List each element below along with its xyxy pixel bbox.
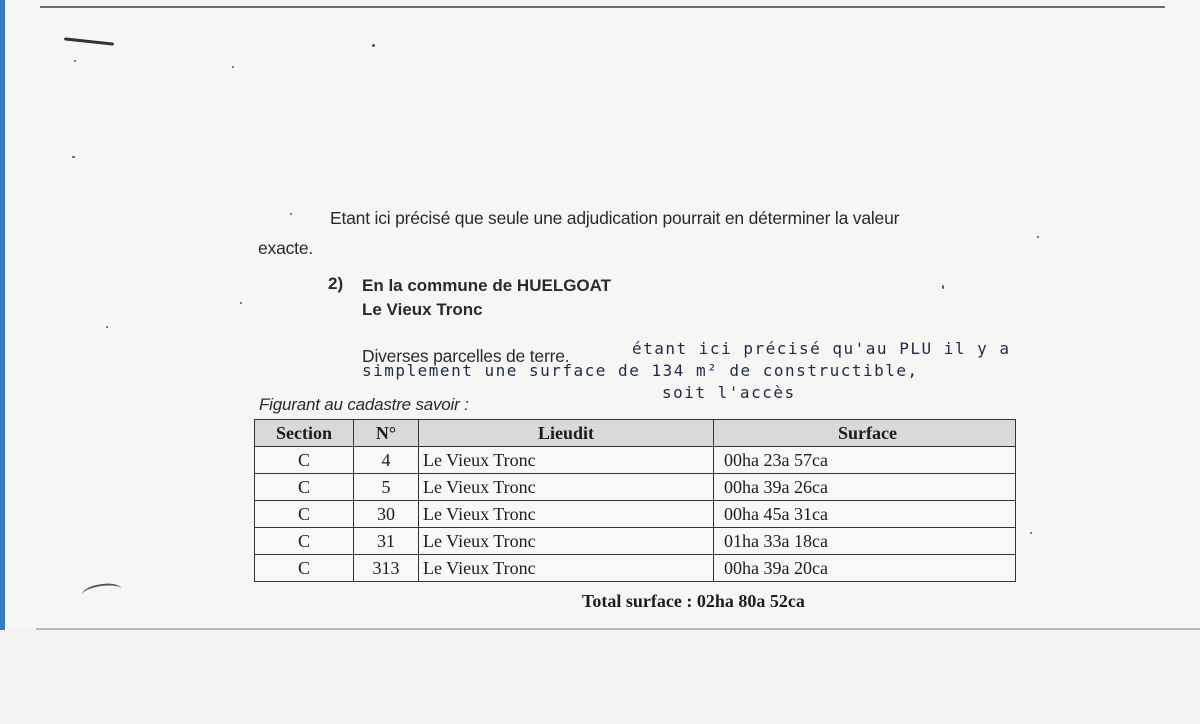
cell-lieudit: Le Vieux Tronc	[419, 474, 714, 501]
section-number: 2)	[328, 274, 344, 293]
cell-surface: 00ha 39a 20ca	[714, 555, 1016, 582]
cell-section: C	[255, 447, 354, 474]
table-row	[255, 447, 1016, 474]
cell-surface: 00ha 39a 26ca	[714, 474, 1016, 501]
scan-speck	[74, 60, 76, 62]
cell-lieudit: Le Vieux Tronc	[419, 528, 714, 555]
scan-speck	[240, 302, 242, 304]
valuation-paragraph	[258, 203, 1048, 263]
scan-speck	[106, 326, 108, 328]
total-surface: Total surface : 02ha 80a 52ca	[582, 591, 805, 611]
table-row	[255, 474, 1016, 501]
pen-stroke-mark	[81, 581, 123, 602]
scan-background	[0, 630, 1200, 724]
table-row	[255, 555, 1016, 582]
cell-number: 5	[354, 474, 419, 501]
header-section: Section	[255, 420, 354, 447]
cell-section: C	[255, 528, 354, 555]
locality-title: Le Vieux Tronc	[362, 300, 483, 319]
top-rule	[40, 6, 1165, 8]
cell-lieudit: Le Vieux Tronc	[419, 447, 714, 474]
cell-section: C	[255, 555, 354, 582]
cadastre-label: Figurant au cadastre savoir :	[259, 395, 469, 414]
header-lieudit: Lieudit	[419, 420, 714, 447]
cell-section: C	[255, 474, 354, 501]
header-surface: Surface	[714, 420, 1016, 447]
cell-section: C	[255, 501, 354, 528]
cell-number: 30	[354, 501, 419, 528]
parcels-intro: Diverses parcelles de terre.	[362, 346, 570, 366]
table-row	[255, 528, 1016, 555]
scan-edge	[0, 0, 5, 724]
scan-speck	[942, 285, 944, 289]
cell-surface: 00ha 23a 57ca	[714, 447, 1016, 474]
cell-surface: 01ha 33a 18ca	[714, 528, 1016, 555]
table-header-row	[255, 420, 1016, 447]
scan-speck	[72, 156, 75, 158]
handwritten-line: soit l'accès	[662, 383, 796, 402]
paragraph-line: exacte.	[258, 238, 314, 258]
cell-number: 31	[354, 528, 419, 555]
scan-speck	[372, 44, 375, 47]
handwritten-line: étant ici précisé qu'au PLU il y a	[632, 339, 1011, 358]
cadastre-table	[254, 419, 1016, 582]
pen-stroke-mark	[64, 37, 114, 45]
cell-lieudit: Le Vieux Tronc	[419, 501, 714, 528]
handwritten-line: simplement une surface de 134 m² de constructible,	[362, 361, 919, 380]
cell-number: 4	[354, 447, 419, 474]
scan-speck	[1030, 532, 1032, 534]
cell-lieudit: Le Vieux Tronc	[419, 555, 714, 582]
header-number: N°	[354, 420, 419, 447]
section-heading	[362, 274, 611, 322]
cell-surface: 00ha 45a 31ca	[714, 501, 1016, 528]
scan-speck	[232, 66, 234, 68]
paragraph-line: Etant ici précisé que seule une adjudication pourrait en déterminer la valeur	[330, 208, 900, 228]
commune-title: En la commune de HUELGOAT	[362, 276, 612, 295]
cell-number: 313	[354, 555, 419, 582]
table-row	[255, 501, 1016, 528]
